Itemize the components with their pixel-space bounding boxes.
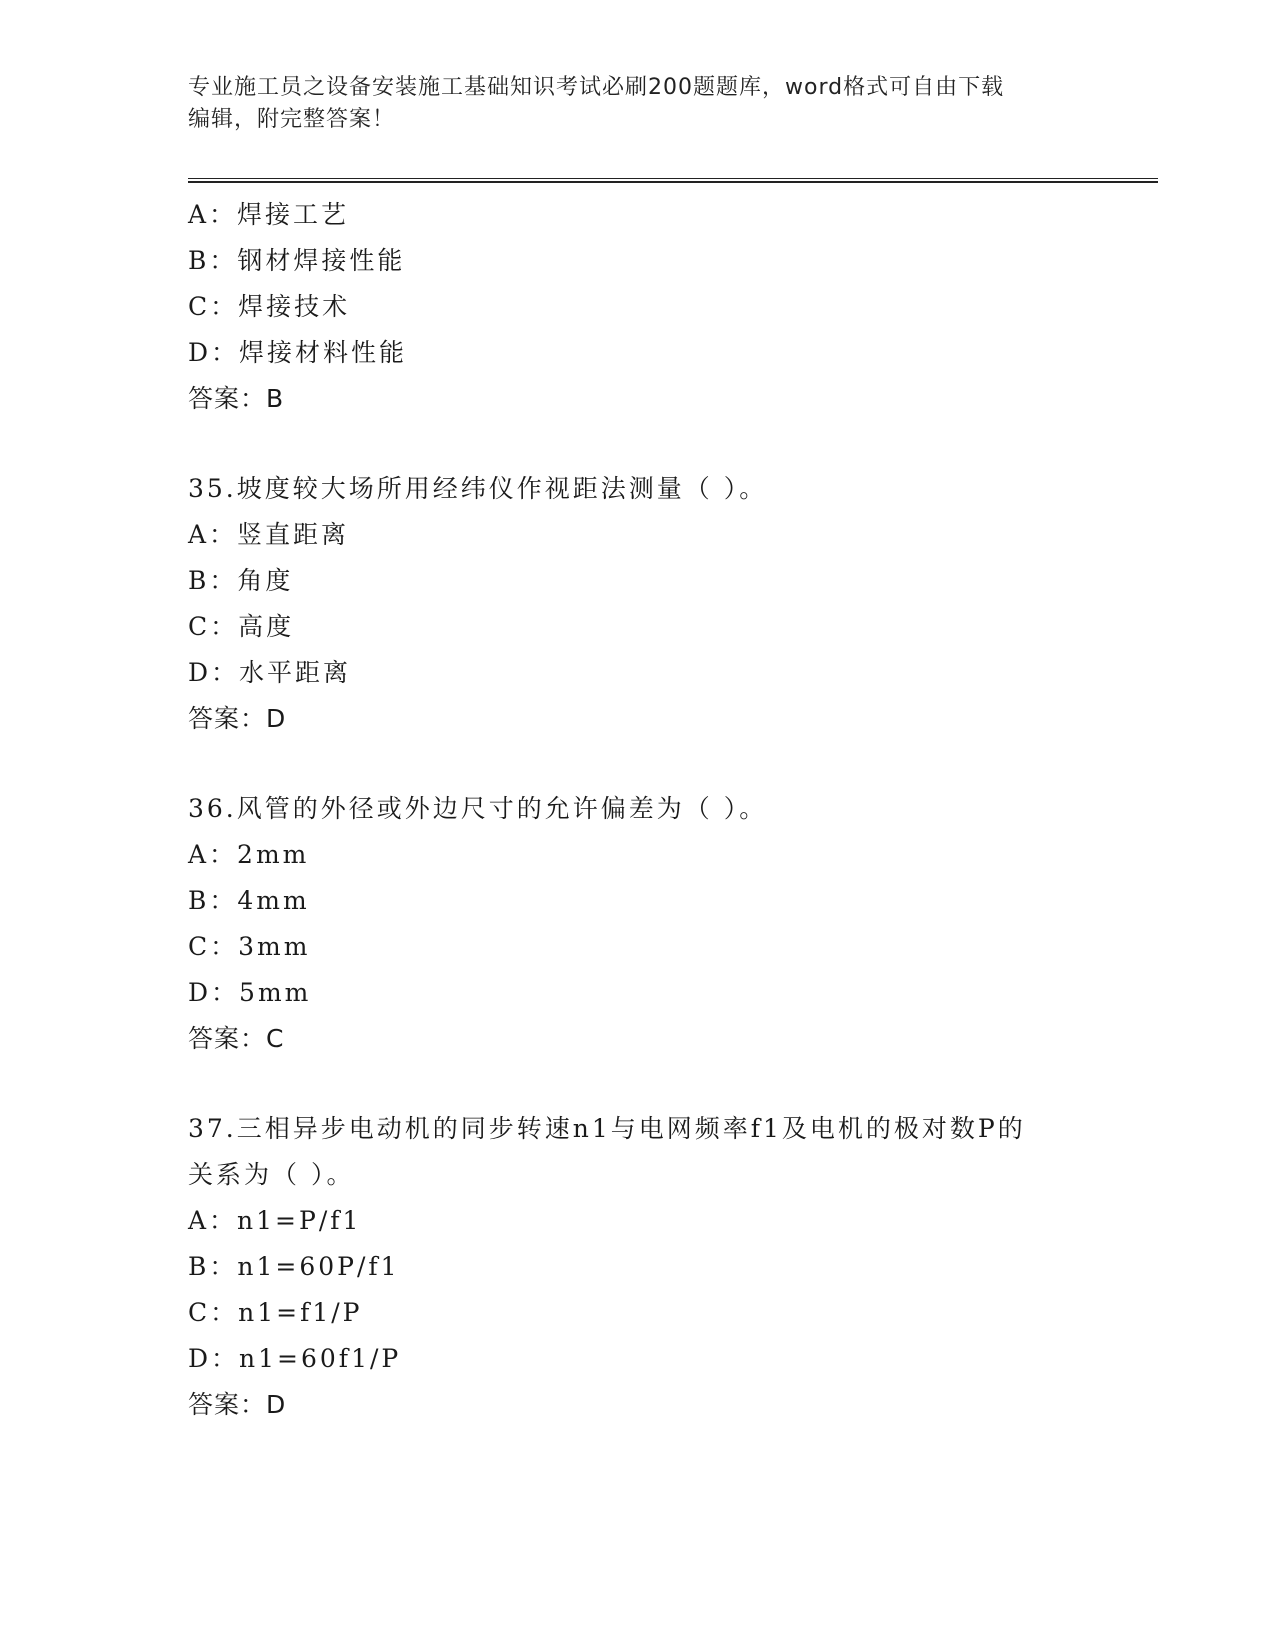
- header-line-1: 专业施工员之设备安装施工基础知识考试必刷200题题库，word格式可自由下载: [188, 75, 1005, 100]
- answer: 答案：C: [188, 1024, 285, 1053]
- option-c: C：高度: [188, 612, 295, 641]
- answer: 答案：B: [188, 384, 285, 413]
- question-35: [188, 466, 1088, 742]
- answer: 答案：D: [188, 1390, 287, 1419]
- option-a: A：n1=P/f1: [188, 1206, 362, 1235]
- option-b: B：钢材焊接性能: [188, 246, 406, 275]
- document-header: [188, 72, 1068, 136]
- option-b: B：角度: [188, 566, 294, 595]
- option-b: B：4mm: [188, 886, 310, 915]
- option-d: D：焊接材料性能: [188, 338, 408, 367]
- option-d: D：水平距离: [188, 658, 352, 687]
- answer: 答案：D: [188, 704, 287, 733]
- option-a: A：竖直距离: [188, 520, 350, 549]
- question-stem-line-1: 37.三相异步电动机的同步转速n1与电网频率f1及电机的极对数P的: [188, 1114, 1026, 1143]
- option-c: C：焊接技术: [188, 292, 351, 321]
- option-b: B：n1=60P/f1: [188, 1252, 400, 1281]
- question-list: [188, 192, 1088, 1428]
- option-a: A：2mm: [188, 840, 310, 869]
- option-c: C：n1=f1/P: [188, 1298, 363, 1327]
- question-stem-line-2: 关系为（ ）。: [188, 1160, 355, 1189]
- option-a: A：焊接工艺: [188, 200, 350, 229]
- question-stem: 36.风管的外径或外边尺寸的允许偏差为（ ）。: [188, 794, 768, 823]
- header-rule-thin: [188, 178, 1158, 179]
- header-rule-thick: [188, 181, 1158, 183]
- question-34: [188, 192, 1088, 422]
- question-37: [188, 1106, 1088, 1428]
- option-d: D：n1=60f1/P: [188, 1344, 402, 1373]
- question-stem: 35.坡度较大场所用经纬仪作视距法测量（ ）。: [188, 474, 768, 503]
- question-36: [188, 786, 1088, 1062]
- header-line-2: 编辑，附完整答案！: [188, 107, 396, 132]
- option-c: C：3mm: [188, 932, 311, 961]
- option-d: D：5mm: [188, 978, 312, 1007]
